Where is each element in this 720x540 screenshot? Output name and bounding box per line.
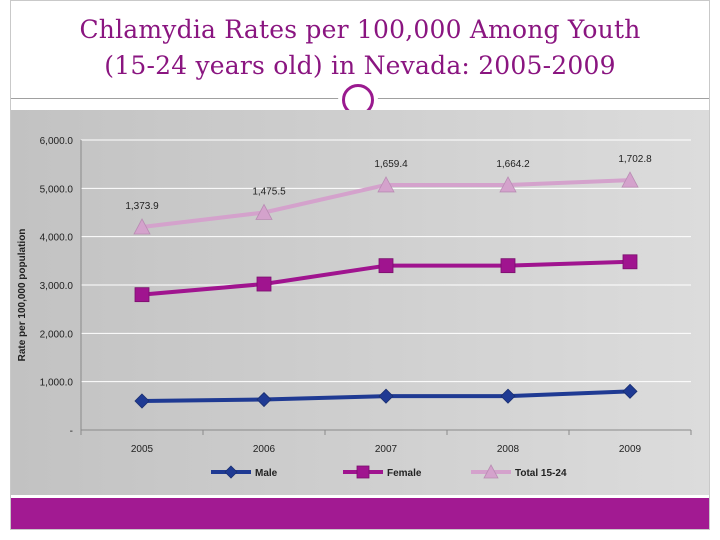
- title-line-2: (15-24 years old) in Nevada: 2005-2009: [104, 51, 616, 80]
- legend-label-female: Female: [387, 468, 422, 479]
- y-axis-label: Rate per 100,000 population: [17, 228, 28, 362]
- bottom-accent-bar: [11, 498, 709, 529]
- legend-label-total-15-24: Total 15-24: [515, 468, 567, 479]
- title-line-1: Chlamydia Rates per 100,000 Among Youth: [79, 15, 641, 44]
- data-label: 1,373.9: [125, 201, 159, 212]
- x-tick-label: 2008: [496, 444, 520, 455]
- line-chart: [11, 110, 709, 495]
- data-point-female: [501, 259, 515, 273]
- y-tick-label: 6,000.0: [39, 136, 73, 147]
- legend-label-male: Male: [255, 468, 278, 479]
- chart-background: [11, 110, 709, 495]
- y-tick-label: 4,000.0: [39, 232, 73, 244]
- legend-marker-female: [357, 466, 369, 478]
- x-tick-label: 2005: [130, 444, 154, 455]
- data-point-female: [379, 259, 393, 273]
- x-tick-label: 2006: [252, 444, 276, 455]
- y-tick-label: 1,000.0: [39, 377, 73, 389]
- y-tick-label: 2,000.0: [39, 329, 73, 341]
- x-tick-label: 2007: [374, 444, 398, 455]
- y-tick-label: 5,000.0: [39, 184, 73, 196]
- data-point-female: [257, 277, 271, 291]
- y-tick-label: 3,000.0: [39, 281, 73, 292]
- slide-title: [12, 12, 708, 84]
- data-label: 1,702.8: [618, 154, 652, 166]
- data-label: 1,475.5: [252, 186, 286, 198]
- data-label: 1,664.2: [496, 158, 530, 170]
- y-tick-label: -: [69, 426, 73, 437]
- data-point-female: [135, 288, 149, 302]
- data-label: 1,659.4: [374, 158, 408, 170]
- data-point-female: [623, 255, 637, 269]
- x-tick-label: 2009: [618, 444, 642, 455]
